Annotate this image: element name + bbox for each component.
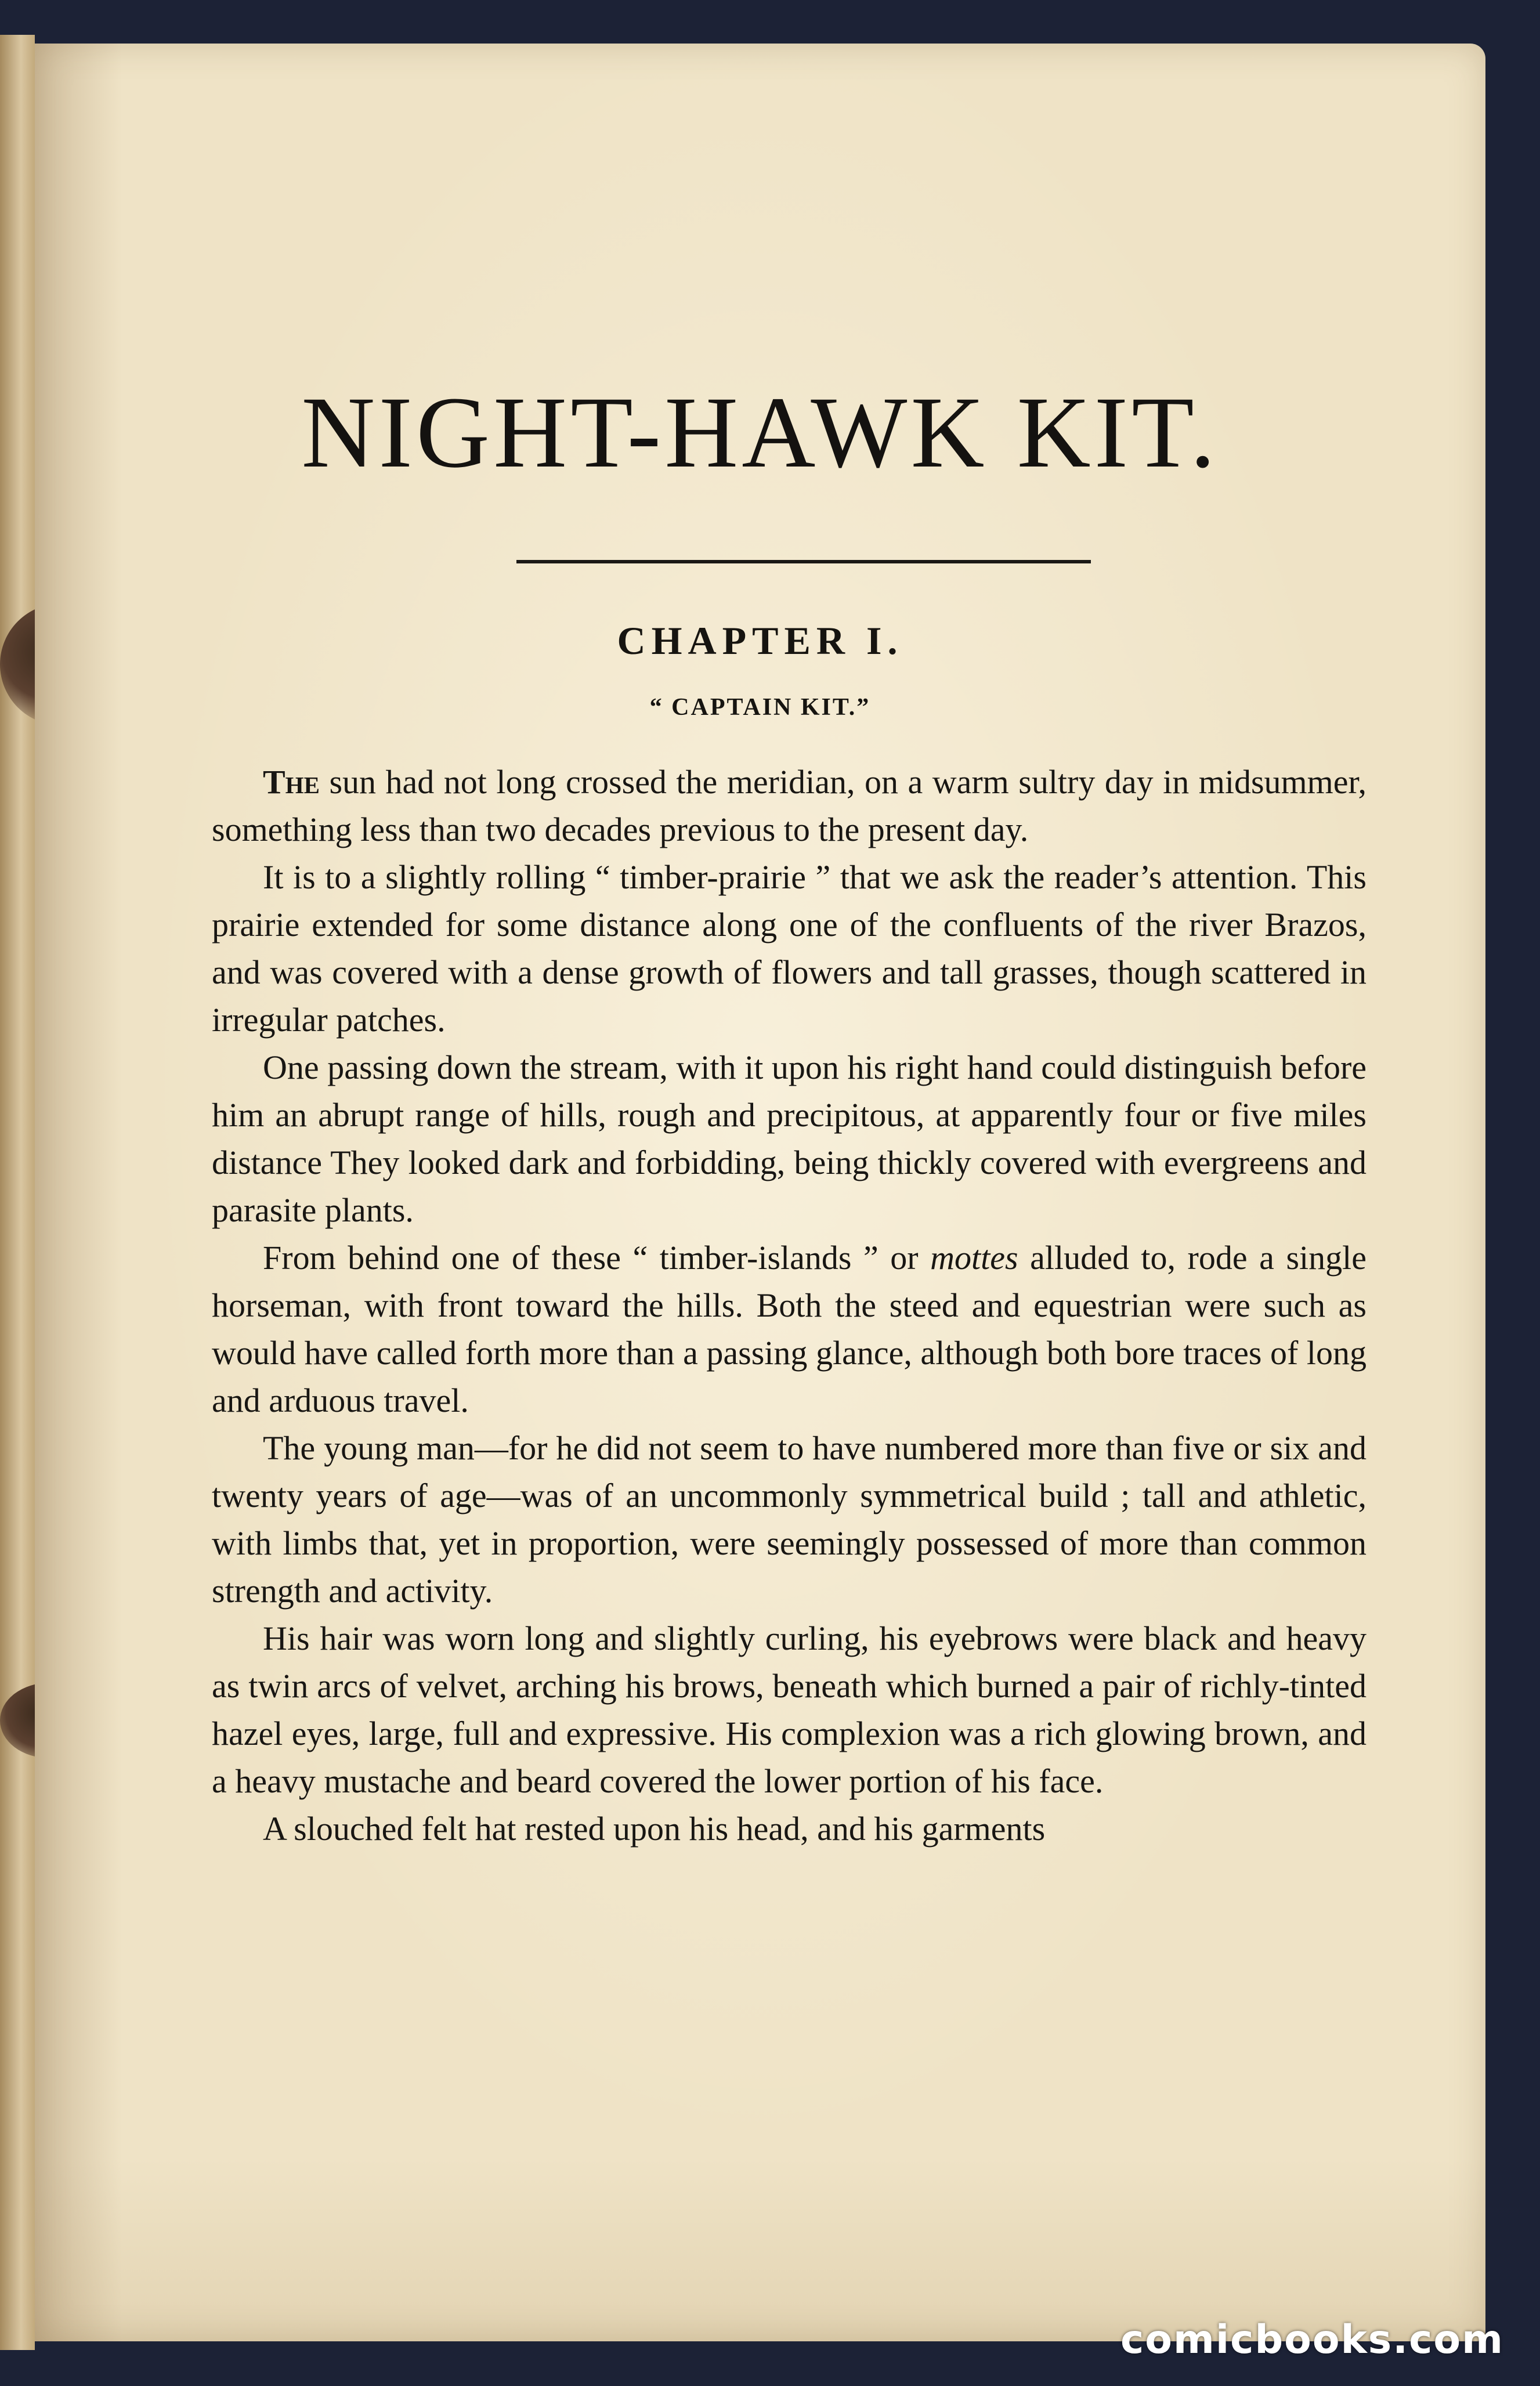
chapter-subtitle: “ CAPTAIN KIT.” (649, 694, 871, 721)
book-title: NIGHT-HAWK KIT. (301, 376, 1219, 489)
book-page (35, 44, 1485, 2341)
chapter-heading: CHAPTER I. (617, 619, 903, 663)
body-text (212, 758, 1367, 1853)
paragraph-2: It is to a slightly rolling “ timber-prairie ” that we ask the reader’s attention. This prairie extended for some distance along one of the confluents of the river Brazos, and was covered with a dense growth of flowers and tall grasses, though scattered in irregular patches. (212, 858, 1367, 1039)
paragraph-5: The young man—for he did not seem to have numbered more than five or six and twenty years of age—was of an uncommonly symmetrical build ; tall and athletic, with limbs that, yet in proportion, were seemingly possessed of more than common strength and activity. (212, 1429, 1367, 1610)
paragraph-text-before: From behind one of these “ timber-islands ” or (263, 1239, 931, 1277)
paragraph-7: A slouched felt hat rested upon his head, and his garments (263, 1810, 1046, 1848)
paragraph-6: His hair was worn long and slightly curling, his eyebrows were black and heavy as twin arcs of velvet, arching his brows, beneath which burned a pair of richly-tinted hazel eyes, large, full and expressive. His complexion was a rich glowing brown, and a heavy mustache and beard covered the lower portion of his face. (212, 1619, 1367, 1800)
paragraph-text-after: alluded to, rode a single horseman, with front toward the hills. Both the steed and equestrian were such as would have called forth more than a passing glance, although both bore traces of long and arduous travel. (212, 1239, 1367, 1419)
paragraph-lead-word: The (263, 763, 320, 801)
title-rule (516, 560, 1091, 563)
left-page-edge (0, 35, 35, 2350)
italic-term: mottes (930, 1239, 1018, 1277)
paragraph-1 (212, 758, 1367, 854)
paragraph-text: sun had not long crossed the meridian, on a warm sultry day in midsummer, something less than two decades previous to the present day. (212, 763, 1367, 848)
site-watermark: comicbooks.com (1120, 2317, 1504, 2363)
paragraph-3: One passing down the stream, with it upon his right hand could distinguish before him an abrupt range of hills, rough and precipitous, at apparently four or five miles distance They looked dark and forbidding, being thickly covered with evergreens and parasite plants. (212, 1049, 1367, 1229)
paragraph-4 (212, 1234, 1367, 1425)
